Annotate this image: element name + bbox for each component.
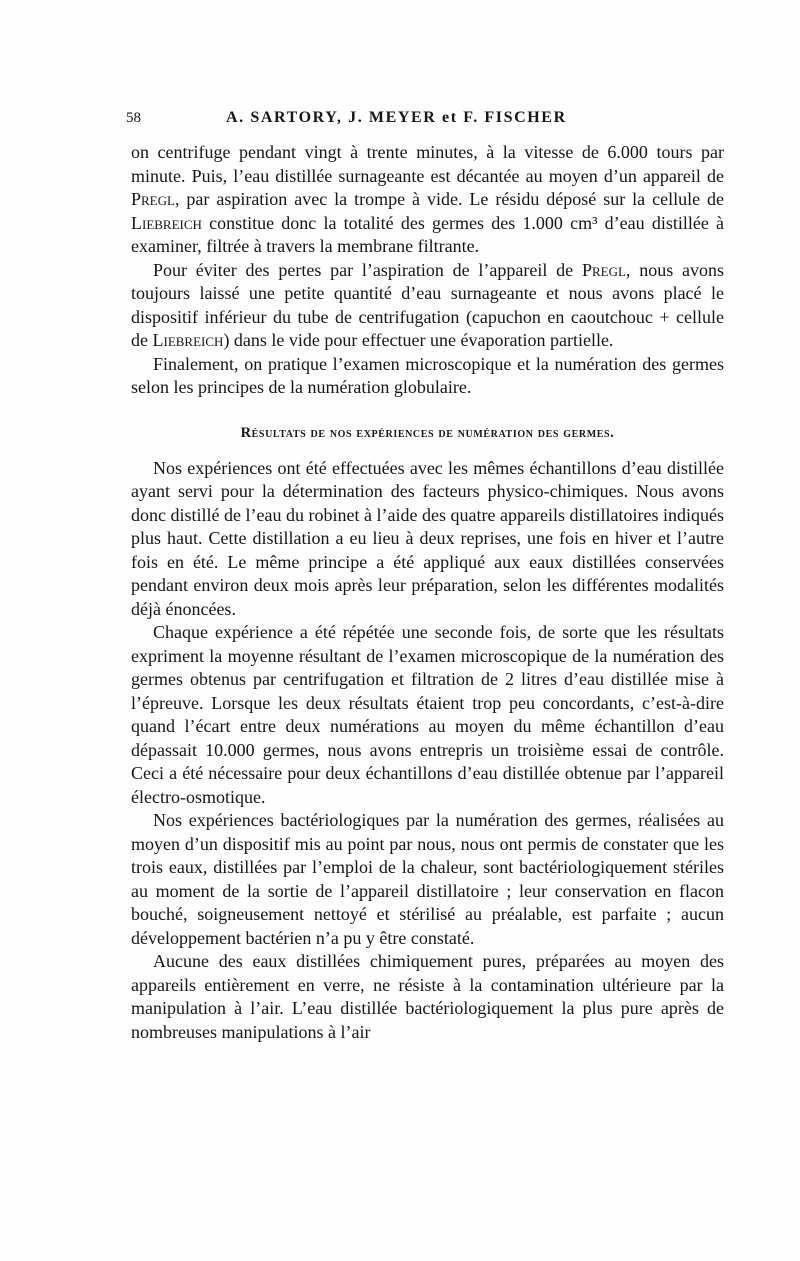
paragraph-text: , par aspiration avec la trompe à vide. Le résidu déposé sur la cellule de: [174, 189, 724, 209]
body-text: [131, 141, 724, 1044]
paragraph-experiences: Nos expériences ont été effectuées avec les mêmes échantillons d’eau distillée ayant servi pour la détermination des facteurs physico-chimiques. Nous avons donc distillé de l’eau du robinet à l’aide des quatre appareils distillatoires indiqués plus haut. Cette distillation a eu lieu à deux reprises, une fois en hiver et l’autre fois en été. Le même principe a été appliqué aux eaux distillées conservées pendant environ deux mois après leur préparation, selon les différentes modalités déjà énoncées.: [131, 457, 724, 619]
paragraph-text: constitue donc la totalité des germes des 1.000 cm³ d’eau distillée à examiner, filtrée à travers la membrane filtrante.: [131, 212, 724, 256]
paragraph-text: ) dans le vide pour effectuer une évaporation partielle.: [223, 330, 614, 350]
paragraph-aspiration: [131, 259, 724, 353]
paragraph-bacteriologie: Nos expériences bactériologiques par la numération des germes, réalisées au moyen d’un dispositif mis au point par nous, nous ont permis de constater que les trois eaux, distillées par l’emploi de la chaleur, sont bactériologiquement stériles au moment de la sortie de l’appareil distillatoire ; leur conservation en flacon bouché, soigneusement nettoyé et stérilisé au préalable, est parfaite ; aucun développement bactérien n’a pu y être constaté.: [131, 810, 724, 948]
paragraph-text: , nous avons toujours laissé une petite quantité d’eau surnageante et nous avons placé le dispositif inférieur du tube de centrifugation (capuchon en caoutchouc + cellule de: [131, 259, 725, 350]
author-name-liebreich: Liebreich: [131, 212, 202, 233]
section-heading: Résultats de nos expériences de numération des germes.: [240, 424, 615, 441]
paragraph-centrifugation: [131, 141, 724, 259]
running-title: A. SARTORY, J. MEYER et F. FISCHER: [226, 109, 567, 126]
paragraph-examen: Finalement, on pratique l’examen microscopique et la numération des germes selon les principes de la numération globulaire.: [131, 353, 724, 397]
paragraph-text: Pour éviter des pertes par l’aspiration de l’appareil de: [153, 259, 582, 280]
paragraph-text: on centrifuge pendant vingt à trente minutes, à la vitesse de 6.000 tours par minute. Puis, l’eau distillée surnageante est décantée au moyen d’un appareil de: [131, 142, 724, 186]
author-name-pregl: Pregl: [581, 259, 626, 280]
author-name-liebreich: Liebreich: [152, 330, 224, 350]
paragraph-repetition: Chaque expérience a été répétée une seconde fois, de sorte que les résultats expriment la moyenne résultant de l’examen microscopique de la numération des germes obtenus par centrifugation et filtration de 2 litres d’eau distillée mise à l’épreuve. Lorsque les deux résultats étaient trop peu concordants, c’est-à-dire quand l’écart entre deux numérations au moyen du même échantillon d’eau dépassait 10.000 germes, nous avons entrepris un troisième essai de contrôle. Ceci a été nécessaire pour deux échantillons d’eau distillée obtenue par l’appareil électro-osmotique.: [131, 622, 724, 807]
paragraph-contamination: Aucune des eaux distillées chimiquement pures, préparées au moyen des appareils entièrement en verre, ne résiste à la contamination ultérieure par la manipulation à l’air. L’eau distillée bactériologiquement la plus pure après de nombreuses manipulations à l’air: [131, 951, 724, 1042]
page-number: 58: [126, 110, 141, 126]
author-name-pregl: Pregl: [131, 189, 175, 209]
running-head: [126, 106, 726, 130]
